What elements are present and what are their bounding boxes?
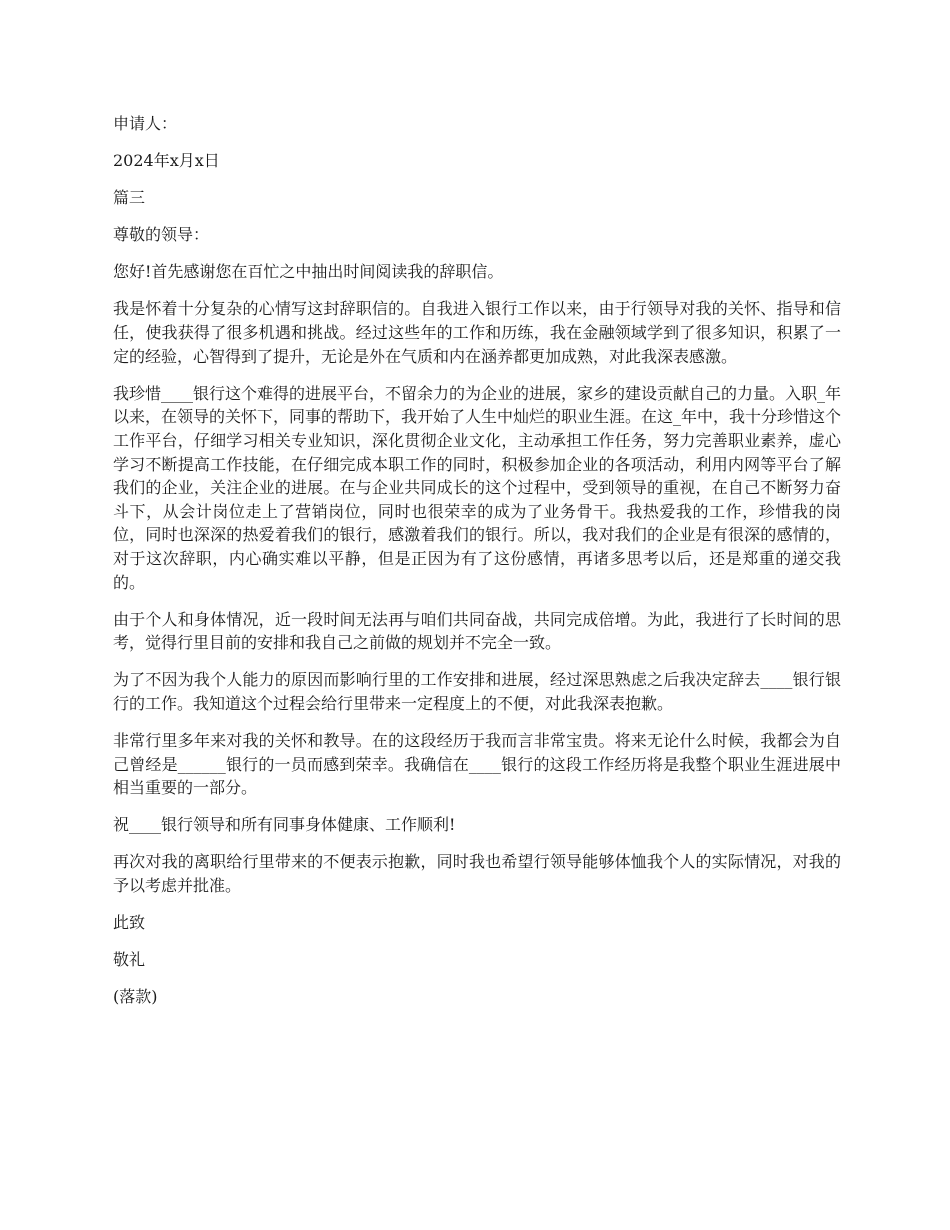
- wishes-paragraph: 祝____银行领导和所有同事身体健康、工作顺利!: [113, 815, 456, 835]
- regards-line: 敬礼: [113, 950, 146, 970]
- resignation-letter-body: [113, 112, 841, 1022]
- body-paragraph: 非常行里多年来对我的关怀和教导。在的这段经历于我而言非常宝贵。将来无论什么时候，我都会为自己曾经是______银行的一员而感到荣幸。我确信在____银行的这段工作经历将是我整个职业生涯进展中相当重要的一部分。: [113, 730, 841, 798]
- section-heading: 篇三: [113, 188, 146, 208]
- body-paragraph: 为了不因为我个人能力的原因而影响行里的工作安排和进展，经过深思熟虑之后我决定辞去____银行银行的工作。我知道这个过程会给行里带来一定程度上的不便，对此我深表抱歉。: [113, 670, 841, 713]
- body-paragraph: 我是怀着十分复杂的心情写这封辞职信的。自我进入银行工作以来，由于行领导对我的关怀、指导和信任，使我获得了很多机遇和挑战。经过这些年的工作和历练，我在金融领域学到了很多知识，积累了一定的经验，心智得到了提升，无论是外在气质和内在涵养都更加成熟，对此我深表感激。: [113, 299, 841, 366]
- body-paragraph: 我珍惜____银行这个难得的进展平台，不留余力的为企业的进展，家乡的建设贡献自己的力量。入职_年以来，在领导的关怀下，同事的帮助下，我开始了人生中灿烂的职业生涯。在这_年中，我十分珍惜这个工作平台，仔细学习相关专业知识，深化贯彻企业文化，主动承担工作任务，努力完善职业素养，虚心学习不断提高工作技能，在仔细完成本职工作的同时，积极参加企业的各项活动，利用内网等平台了解我们的企业，关注企业的进展。在与企业共同成长的这个过程中，受到领导的重视，在自己不断努力奋斗下，从会计岗位走上了营销岗位，同时也很荣幸的成为了业务骨干。我热爱我的工作，珍惜我的岗位，同时也深深的热爱着我们的银行，感激着我们的银行。所以，我对我们的企业是有很深的感情的，对于这次辞职，内心确实难以平静，但是正因为有了这份感情，再诸多思考以后，还是郑重的递交我的。: [113, 383, 842, 592]
- applicant-line: 申请人：: [113, 114, 178, 133]
- salutation: 尊敬的领导：: [113, 225, 210, 245]
- signature-line: (落款): [113, 987, 158, 1007]
- closing-line: 此致: [113, 913, 146, 933]
- date-line: 2024年x月x日: [113, 151, 220, 171]
- body-paragraph: 由于个人和身体情况，近一段时间无法再与咱们共同奋战，共同完成倍增。为此，我进行了长时间的思考，觉得行里目前的安排和我自己之前做的规划并不完全一致。: [113, 609, 841, 653]
- greeting-paragraph: 您好!首先感谢您在百忙之中抽出时间阅读我的辞职信。: [113, 262, 504, 282]
- body-paragraph: 再次对我的离职给行里带来的不便表示抱歉，同时我也希望行领导能够体恤我个人的实际情况，对我的予以考虑并批准。: [113, 852, 841, 895]
